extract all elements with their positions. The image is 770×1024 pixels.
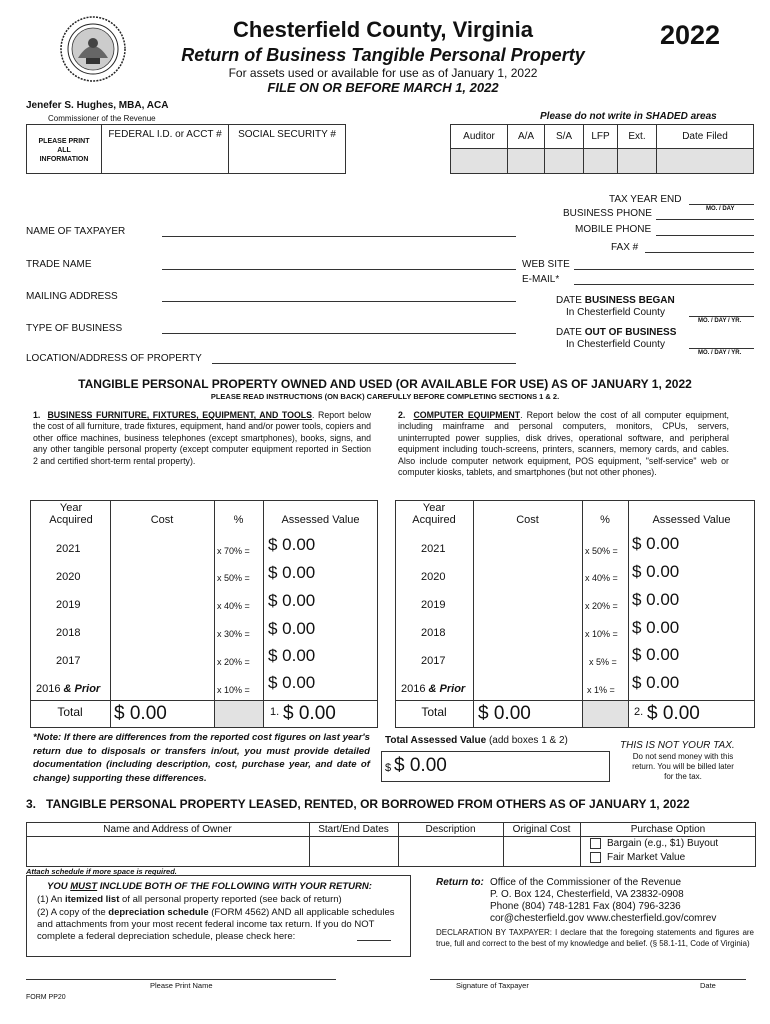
trade-name-label: TRADE NAME — [26, 259, 92, 270]
sec3-dates-input[interactable] — [311, 838, 396, 865]
must-include-heading: YOU MUST INCLUDE BOTH OF THE FOLLOWING WITH YOUR RETURN: — [47, 881, 372, 892]
sec2-year: 2018 — [421, 627, 446, 639]
signature-label: Signature of Taxpayer — [456, 981, 529, 990]
taxpayer-declaration: DECLARATION BY TAXPAYER: I declare that the foregoing statements and figures are true, full and correct to the best of my knowledge and belief. (§ 58.1-11, Code of Virginia) — [436, 928, 754, 948]
must-include-box — [26, 875, 411, 957]
fair-market-option[interactable]: Fair Market Value — [590, 852, 685, 863]
sec1-col-cost: Cost — [150, 514, 174, 526]
fax-field[interactable] — [645, 252, 754, 253]
sec3-heading: 3. TANGIBLE PERSONAL PROPERTY LEASED, RENTED, OR BORROWED FROM OTHERS AS OF JANUARY 1, 2022 — [26, 797, 690, 811]
sec1-total-label: Total — [57, 705, 83, 719]
mailing-address-label: MAILING ADDRESS — [26, 291, 118, 302]
sec1-pct: x 50% = — [217, 573, 250, 583]
office-box-label: S/A — [555, 131, 573, 142]
total-assessed-label: Total Assessed Value (add boxes 1 & 2) — [385, 735, 568, 746]
business-phone-label: BUSINESS PHONE — [563, 208, 652, 219]
date-began-field[interactable] — [689, 316, 754, 317]
sec2-description: 2. COMPUTER EQUIPMENT. Report below the cost of all computer equipment, including mainframe and personal computers, monitors, CPUs, servers, uninterrupted power supplies, disk drives, operational software, and peripheral equipment including touch-screens, printers, scanners, memory cards, and cables. Also include computer network equipment, POS equipment, "self-service" web or computer kiosks, tablets, and smartphones (but not other phones). — [398, 410, 730, 478]
please-print-box: PLEASE PRINT ALL INFORMATION — [26, 124, 102, 174]
trade-name-field[interactable] — [162, 269, 516, 270]
section-instructions: PLEASE READ INSTRUCTIONS (ON BACK) CAREFULLY BEFORE COMPLETING SECTIONS 1 & 2. — [210, 392, 560, 401]
tax-year-end-label: TAX YEAR END — [609, 194, 682, 205]
sec1-description: 1. BUSINESS FURNITURE, FIXTURES, EQUIPMENT, AND TOOLS. Report below the cost of all furniture, trade fixtures, equipment, hand and/or power tools, copiers and other office machines, business telephones (except smartphones), books, signs, and any other tangible personal property (except computer equipment reported in Section 2 and certified short-term rental property). — [33, 410, 371, 466]
sec1-pct: x 20% = — [217, 657, 250, 667]
attach-schedule-note: Attach schedule if more space is required. — [26, 867, 177, 876]
sec1-year: 2018 — [56, 627, 81, 639]
date-out-label: DATE OUT OF BUSINESS — [556, 327, 677, 338]
website-field[interactable] — [574, 269, 754, 270]
sec3-col-purchase-option: Purchase Option — [630, 824, 706, 835]
bargain-option[interactable]: Bargain (e.g., $1) Buyout — [590, 838, 718, 849]
sec1-box-number: 1. — [270, 706, 280, 718]
sec1-assessed-value: $ 0.00 — [268, 535, 316, 554]
date-out-format: MO. / DAY / YR. — [698, 350, 742, 356]
sec1-total-cost: $ 0.00 — [114, 703, 167, 724]
signature-field[interactable] — [430, 979, 746, 980]
mailing-address-field[interactable] — [162, 301, 516, 302]
form-subtitle: For assets used or available for use as of January 1, 2022 — [228, 66, 538, 80]
county-seal — [60, 16, 126, 82]
not-tax-line2: return. You will be billed later — [632, 762, 734, 771]
sec2-pct: x 50% = — [585, 546, 618, 556]
property-location-label: LOCATION/ADDRESS OF PROPERTY — [26, 353, 202, 364]
return-to-line2: P. O. Box 124, Chesterfield, VA 23832-0908 — [490, 889, 684, 900]
total-assessed-dollar: $ — [385, 762, 392, 774]
office-box-label: Date Filed — [682, 131, 728, 142]
sec1-cost-input[interactable] — [112, 532, 212, 556]
federal-id-field[interactable]: FEDERAL I.D. or ACCT # — [101, 124, 229, 174]
sec2-assessed-value: $ 0.00 — [632, 590, 680, 609]
sec2-assessed-value: $ 0.00 — [632, 562, 680, 581]
mobile-phone-field[interactable] — [656, 235, 754, 236]
date-out-sublabel: In Chesterfield County — [566, 339, 665, 350]
sec2-assessed-value: $ 0.00 — [632, 645, 680, 664]
sec2-assessed-value: $ 0.00 — [632, 673, 680, 692]
return-to-line1: Office of the Commissioner of the Revenue — [490, 877, 682, 888]
sec3-col-cost: Original Cost — [512, 824, 571, 835]
form-year: 2022 — [660, 20, 721, 50]
sec1-assessed-value: $ 0.00 — [268, 673, 316, 692]
filing-deadline: FILE ON OR BEFORE MARCH 1, 2022 — [267, 80, 499, 95]
sec1-cost-input[interactable] — [112, 560, 212, 584]
sec1-pct: x 10% = — [217, 685, 250, 695]
sec2-total-label: Total — [421, 705, 447, 719]
date-began-format: MO. / DAY / YR. — [698, 318, 742, 324]
sec3-col-dates: Start/End Dates — [318, 824, 389, 835]
sec2-col-cost: Cost — [516, 514, 539, 526]
sec2-year: 2016 & Prior — [401, 683, 466, 695]
sec1-cost-input[interactable] — [112, 672, 212, 696]
sec2-box-number: 2. — [634, 706, 644, 718]
sec1-assessed-value: $ 0.00 — [268, 619, 316, 638]
must-include-item2: (2) A copy of the depreciation schedule (FORM 4562) AND all applicable schedules and attachments from your most recent federal income tax return. If you do NOT complete a federal depreciation schedule, please check here: — [37, 907, 395, 942]
sec2-cost-input[interactable] — [475, 588, 580, 612]
sec3-col-description: Description — [425, 824, 476, 835]
sec3-owner-input[interactable] — [28, 838, 307, 865]
return-to-label: Return to: — [436, 877, 484, 888]
sec1-assessed-value: $ 0.00 — [268, 563, 316, 582]
fax-label: FAX # — [611, 242, 639, 253]
office-box-label: Ext. — [628, 131, 646, 142]
sec1-cost-input[interactable] — [112, 588, 212, 612]
county-title: Chesterfield County, Virginia — [233, 17, 533, 42]
email-field[interactable] — [574, 284, 754, 285]
sec1-col-pct: % — [233, 514, 244, 526]
office-box-label: LFP — [591, 131, 610, 142]
sec2-cost-input[interactable] — [475, 644, 580, 668]
date-began-label: DATE BUSINESS BEGAN — [556, 295, 675, 306]
commissioner-name: Jenefer S. Hughes, MBA, ACA — [26, 100, 169, 111]
sec2-total-cost: $ 0.00 — [478, 703, 531, 724]
sec2-pct: x 20% = — [585, 601, 618, 611]
sec1-year: 2020 — [56, 571, 81, 583]
must-include-item1: (1) An itemized list of all personal property reported (see back of return) — [37, 894, 342, 905]
sec2-col-pct: % — [600, 514, 610, 526]
sec2-total-value: $ 0.00 — [647, 703, 700, 724]
sec2-year: 2017 — [421, 655, 446, 667]
sec1-year: 2019 — [56, 599, 81, 611]
sec1-col-assessed: Assessed Value — [281, 514, 360, 526]
ssn-field[interactable]: SOCIAL SECURITY # — [228, 124, 346, 174]
total-assessed-value: $ 0.00 — [394, 755, 447, 776]
sec2-cost-input[interactable] — [475, 672, 580, 696]
commissioner-title: Commissioner of the Revenue — [48, 114, 156, 123]
print-name-field[interactable] — [26, 979, 336, 980]
date-began-sublabel: In Chesterfield County — [566, 307, 665, 318]
taxpayer-name-label: NAME OF TAXPAYER — [26, 226, 126, 237]
tax-year-end-field[interactable] — [689, 204, 754, 205]
office-box-label: Auditor — [463, 131, 495, 142]
sec2-pct: x 10% = — [585, 629, 618, 639]
sec2-pct: x 1% = — [587, 685, 615, 695]
property-location-field[interactable] — [212, 363, 516, 364]
sec1-assessed-value: $ 0.00 — [268, 591, 316, 610]
form-id: FORM PP20 — [26, 994, 66, 1001]
website-label: WEB SITE — [522, 259, 570, 270]
sec3-cost-input[interactable] — [505, 838, 578, 865]
sec2-col-year: Year Acquired — [412, 502, 456, 526]
sec1-col-year: Year Acquired — [49, 502, 93, 526]
sec3-description-input[interactable] — [400, 838, 501, 865]
return-to-line3: Phone (804) 748-1281 Fax (804) 796-3236 — [490, 901, 681, 912]
office-box-label: A/A — [517, 131, 535, 142]
sec2-pct: x 5% = — [589, 657, 617, 667]
sec2-assessed-value: $ 0.00 — [632, 534, 680, 553]
sec1-pct: x 40% = — [217, 601, 250, 611]
sec2-cost-input[interactable] — [475, 532, 580, 556]
return-to-line4: cor@chesterfield.gov www.chesterfield.gov/comrev — [490, 913, 717, 924]
print-name-label: Please Print Name — [150, 981, 213, 990]
sec1-cost-input[interactable] — [112, 644, 212, 668]
email-label: E-MAIL* — [522, 274, 560, 285]
sec3-col-owner: Name and Address of Owner — [103, 824, 232, 835]
sec2-cost-input[interactable] — [475, 616, 580, 640]
depreciation-check-line[interactable] — [357, 940, 391, 941]
sec2-cost-input[interactable] — [475, 560, 580, 584]
tax-year-end-format: MO. / DAY — [706, 206, 735, 212]
checkbox-icon[interactable] — [590, 852, 601, 863]
taxpayer-name-field[interactable] — [162, 236, 516, 237]
sec2-col-assessed: Assessed Value — [652, 514, 731, 526]
not-tax-heading: THIS IS NOT YOUR TAX. — [620, 740, 735, 751]
date-out-field[interactable] — [689, 348, 754, 349]
section-heading: TANGIBLE PERSONAL PROPERTY OWNED AND USED (OR AVAILABLE FOR USE) AS OF JANUARY 1, 2022 — [78, 377, 692, 391]
not-tax-line3: for the tax. — [664, 772, 702, 781]
sec1-year: 2021 — [56, 543, 81, 555]
sec1-pct: x 30% = — [217, 629, 250, 639]
sec1-cost-input[interactable] — [112, 616, 212, 640]
shaded-note: Please do not write in SHADED areas — [540, 111, 717, 122]
sec2-year: 2021 — [421, 543, 446, 555]
sec1-year: 2016 & Prior — [36, 683, 101, 695]
date-label: Date — [700, 981, 716, 990]
business-type-field[interactable] — [162, 333, 516, 334]
sec2-assessed-value: $ 0.00 — [632, 618, 680, 637]
sec2-pct: x 40% = — [585, 573, 618, 583]
form-title: Return of Business Tangible Personal Property — [181, 45, 585, 65]
cost-difference-note: *Note: If there are differences from the reported cost figures on last year's return due to disposals or transfers in/out, you must provide detailed documentation (including description, cost, purchase year, and date of change) supporting these differences. — [33, 732, 370, 784]
sec1-year: 2017 — [56, 655, 81, 667]
business-phone-field[interactable] — [656, 219, 754, 220]
business-type-label: TYPE OF BUSINESS — [26, 323, 123, 334]
not-tax-line1: Do not send money with this — [632, 752, 734, 761]
checkbox-icon[interactable] — [590, 838, 601, 849]
sec1-assessed-value: $ 0.00 — [268, 646, 316, 665]
sec1-total-value: $ 0.00 — [283, 703, 336, 724]
sec2-year: 2019 — [421, 599, 446, 611]
sec2-year: 2020 — [421, 571, 446, 583]
sec1-pct: x 70% = — [217, 546, 250, 556]
mobile-phone-label: MOBILE PHONE — [575, 224, 652, 235]
